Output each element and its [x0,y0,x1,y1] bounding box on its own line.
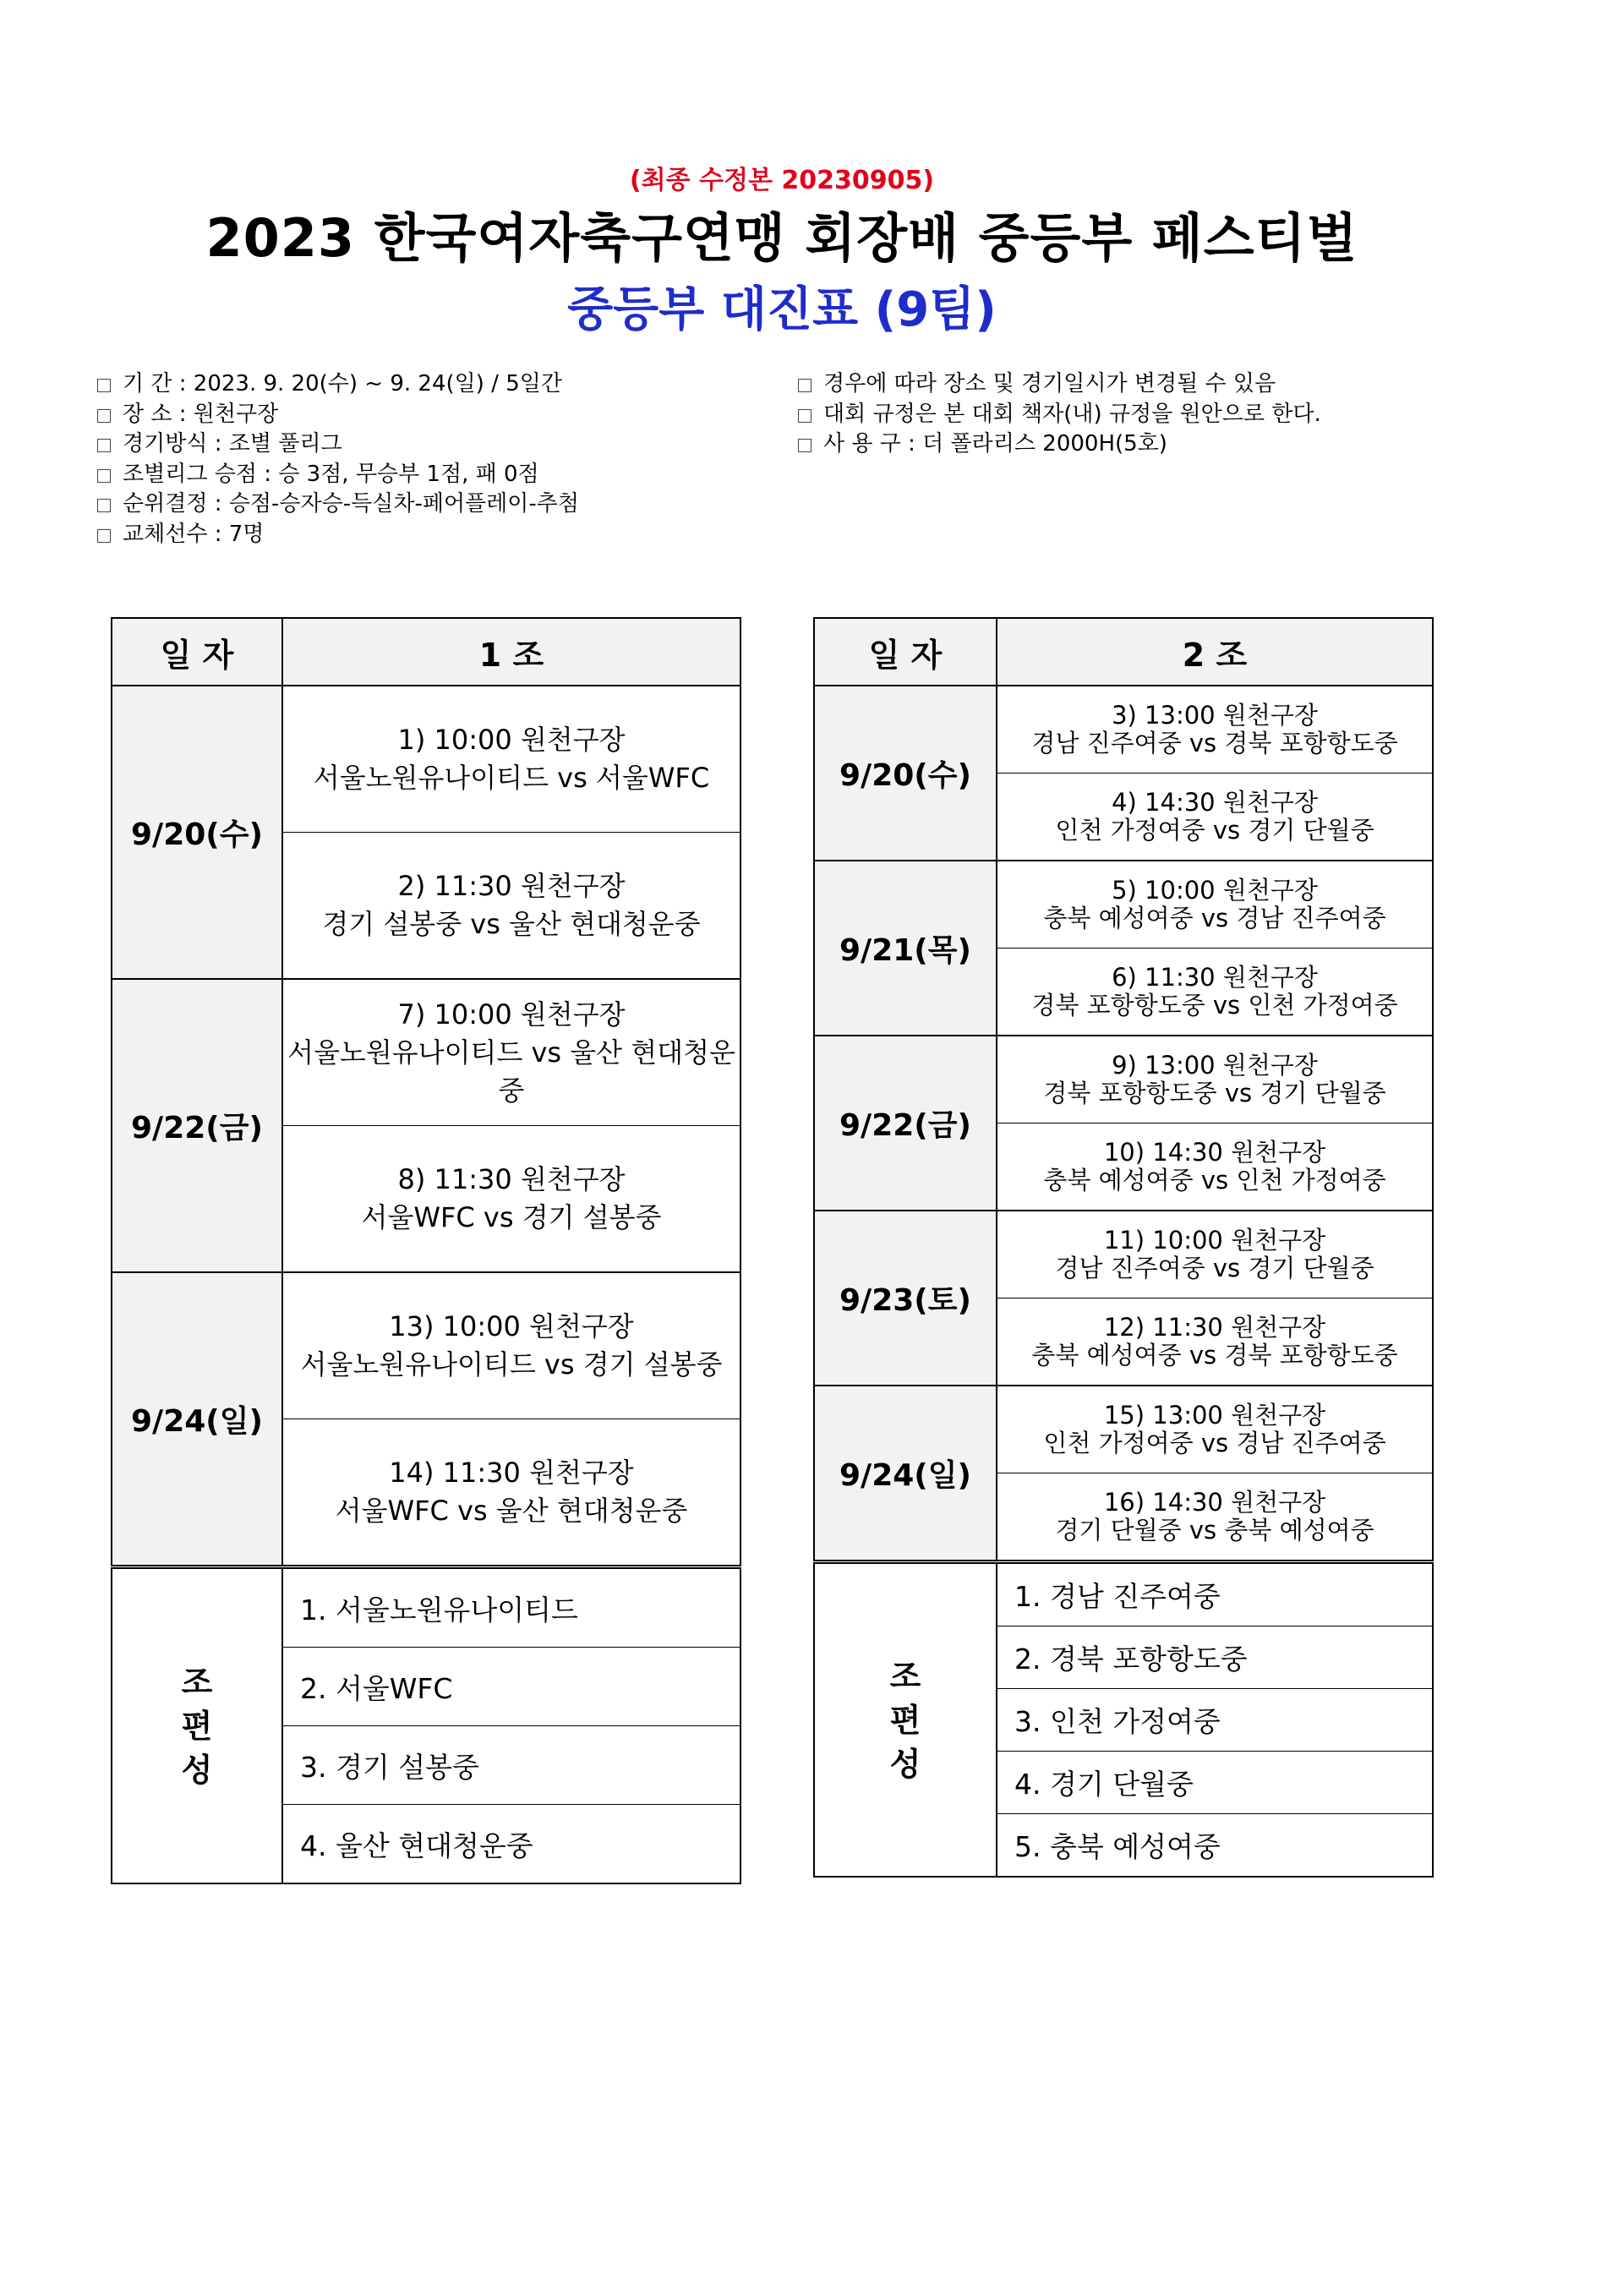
match-time: 12) 11:30 원천구장 [1103,1313,1326,1342]
match-time: 11) 10:00 원천구장 [1103,1226,1326,1255]
match-time: 14) 11:30 원천구장 [389,1457,634,1489]
info-item: 경기방식 : 조별 풀리그 [97,429,579,460]
match-time: 7) 10:00 원천구장 [397,998,626,1030]
table-header-row [112,618,740,686]
tournament-notes [798,369,1321,460]
match-teams: 서울WFC vs 경기 설봉중 [361,1201,662,1233]
team-list-item: 3. 인천 가정여중 [997,1689,1433,1752]
match-date: 9/24(일) [814,1386,997,1562]
match-cell [282,979,740,1126]
match-cell [997,861,1433,948]
match-teams: 인천 가정여중 vs 경기 단월중 [1055,816,1374,845]
match-cell [997,948,1433,1036]
info-item: 대회 규정은 본 대회 책자(내) 규정을 원안으로 한다. [798,400,1321,430]
match-time: 6) 11:30 원천구장 [1112,963,1318,992]
checkbox-icon [798,409,812,423]
table-row [112,1567,740,1648]
table-header-row [814,618,1433,686]
match-cell [997,686,1433,774]
team-list-item: 1. 경남 진주여중 [997,1562,1433,1626]
info-item: 조별리그 승점 : 승 3점, 무승부 1점, 패 0점 [97,460,579,490]
match-time: 3) 13:00 원천구장 [1112,701,1318,730]
group1-schedule-table [111,617,741,1884]
match-cell [997,1386,1433,1473]
team-list-item: 5. 충북 예성여중 [997,1814,1433,1878]
match-cell [997,1298,1433,1386]
table-row [814,1562,1433,1626]
info-item: 사 용 구 : 더 폴라리스 2000H(5호) [798,429,1321,460]
checkbox-icon [97,499,111,512]
info-item: 기 간 : 2023. 9. 20(수) ~ 9. 24(일) / 5일간 [97,369,579,400]
match-time: 9) 13:00 원천구장 [1112,1051,1318,1080]
group-column-header: 1 조 [282,618,740,686]
match-teams: 경기 단월중 vs 충북 예성여중 [1055,1516,1374,1544]
match-date: 9/22(금) [814,1036,997,1211]
match-cell [997,1473,1433,1562]
team-list-item: 2. 서울WFC [282,1648,740,1726]
match-date: 9/23(토) [814,1211,997,1386]
match-teams: 서울노원유나이티드 vs 서울WFC [313,762,710,794]
group-composition-label: 조 편 성 [814,1562,997,1878]
match-date: 9/20(수) [814,686,997,861]
checkbox-icon [97,469,111,483]
match-cell [282,1419,740,1567]
team-list-item: 4. 울산 현대청운중 [282,1805,740,1884]
table-row [814,1036,1433,1123]
group-column-header: 2 조 [997,618,1433,686]
match-teams: 경북 포항항도중 vs 경기 단월중 [1043,1079,1386,1107]
match-cell [997,774,1433,861]
match-cell [997,1211,1433,1298]
match-teams: 서울노원유나이티드 vs 경기 설봉중 [300,1348,723,1380]
match-cell [997,1036,1433,1123]
match-teams: 서울노원유나이티드 vs 울산 현대청운중 [287,1036,735,1107]
match-time: 2) 11:30 원천구장 [397,870,626,902]
table-row [112,1272,740,1419]
team-list-item: 1. 서울노원유나이티드 [282,1567,740,1648]
table-row [814,686,1433,774]
match-time: 8) 11:30 원천구장 [397,1163,626,1195]
info-item: 장 소 : 원천구장 [97,400,579,430]
page-title: 2023 한국여자축구연맹 회장배 중등부 페스티벌 [205,207,1358,269]
revision-note: (최종 수정본 20230905) [629,166,935,195]
match-cell [282,1126,740,1273]
match-date: 9/20(수) [112,686,282,979]
checkbox-icon [798,439,812,452]
info-item: 순위결정 : 승점-승자승-득실차-페어플레이-추첨 [97,489,579,520]
table-row [814,1211,1433,1298]
checkbox-icon [97,409,111,423]
checkbox-icon [97,379,111,392]
checkbox-icon [798,379,812,392]
match-teams: 경남 진주여중 vs 경북 포항항도중 [1031,729,1398,757]
table-row [814,861,1433,948]
team-list-item: 2. 경북 포항항도중 [997,1626,1433,1689]
match-teams: 경북 포항항도중 vs 인천 가정여중 [1031,991,1398,1020]
group2-schedule-table [813,617,1434,1878]
team-list-item: 4. 경기 단월중 [997,1752,1433,1814]
match-time: 1) 10:00 원천구장 [397,724,626,756]
match-time: 13) 10:00 원천구장 [389,1310,634,1342]
tournament-info [97,369,579,549]
table-row [814,1386,1433,1473]
match-teams: 인천 가정여중 vs 경남 진주여중 [1043,1429,1386,1457]
match-teams: 충북 예성여중 vs 경북 포항항도중 [1031,1341,1398,1369]
match-time: 15) 13:00 원천구장 [1103,1401,1326,1430]
match-date: 9/22(금) [112,979,282,1272]
date-column-header: 일 자 [112,618,282,686]
checkbox-icon [97,529,111,543]
table-row [112,686,740,833]
match-cell [282,833,740,980]
group-composition-label: 조 편 성 [112,1567,282,1884]
team-list-item: 3. 경기 설봉중 [282,1726,740,1805]
match-teams: 서울WFC vs 울산 현대청운중 [335,1495,688,1527]
match-teams: 경남 진주여중 vs 경기 단월중 [1055,1254,1374,1282]
info-item: 경우에 따라 장소 및 경기일시가 변경될 수 있음 [798,369,1321,400]
match-time: 5) 10:00 원천구장 [1112,876,1318,905]
match-teams: 충북 예성여중 vs 인천 가정여중 [1043,1166,1386,1194]
match-teams: 경기 설봉중 vs 울산 현대청운중 [322,908,701,940]
match-teams: 충북 예성여중 vs 경남 진주여중 [1043,904,1386,932]
checkbox-icon [97,439,111,452]
match-time: 16) 14:30 원천구장 [1103,1488,1326,1517]
page-subtitle: 중등부 대진표 (9팀) [567,282,997,337]
match-cell [282,1272,740,1419]
date-column-header: 일 자 [814,618,997,686]
match-time: 10) 14:30 원천구장 [1103,1138,1326,1167]
match-cell [997,1123,1433,1211]
match-cell [282,686,740,833]
match-time: 4) 14:30 원천구장 [1112,788,1318,817]
info-item: 교체선수 : 7명 [97,520,579,550]
table-row [112,979,740,1126]
match-date: 9/24(일) [112,1272,282,1567]
match-date: 9/21(목) [814,861,997,1036]
